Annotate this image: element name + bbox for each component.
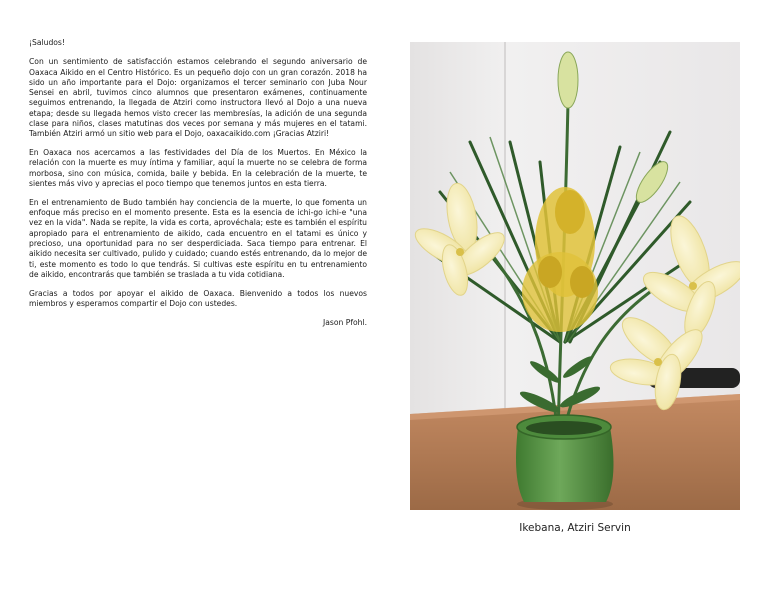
paragraph-thanks: Gracias a todos por apoyar el aikido de Oaxaca. Bienvenido a todos los nuevos miembros y esperamos compartir el Dojo con ustedes.	[29, 288, 367, 309]
paragraph-anniversary: Con un sentimiento de satisfacción estamos celebrando el segundo aniversario de Oaxaca Aikido en el Centro Histórico. Es un pequeño dojo con un gran corazón. 2018 ha sido un año importante para el Dojo: organizamos el tercer seminario con Juba Nour Sensei en abril, tuvimos cinco alumnos que presentaron exámenes, continuamente seguimos entrenando, la llegada de Atziri como instructora llevó al Dojo a una nueva etapa; desde su llegada hemos visto crecer las membresías, la adición de una segunda clase para niños, clases matutinas dos veces por semana y más mujeres en el tatami. También Atziri armó un sitio web para el Dojo, oaxacaikido.com ¡Gracias Atziri!	[29, 57, 367, 139]
greeting: ¡Saludos!	[29, 38, 65, 47]
ikebana-illustration	[410, 42, 740, 510]
photo-caption: Ikebana, Atziri Servin	[519, 522, 631, 534]
paragraph-budo: En el entrenamiento de Budo también hay conciencia de la muerte, lo que fomenta un enfoque más preciso en el momento presente. Esta es la esencia de ichi-go ichi-e "una vez en la vida". Nada se repite, la vida es corta, aprovéchala; este es también el espíritu apropiado para el entrenamiento de aikido, cada encuentro en el tatami es único y precioso, una oportunidad para no ser desperdiciada. Saca tiempo para entrenar. El aikido necesita ser cultivado, pulido y cuidado; cuando estés entrenando, da lo mejor de ti, este momento es todo lo que tendrás. Si cultivas este espíritu en tu entrenamiento de aikido, encontrarás que también se traslada a tu vida cotidiana.	[29, 197, 367, 279]
letter-text	[29, 38, 367, 337]
paragraph-dia-de-muertos: En Oaxaca nos acercamos a las festividades del Día de los Muertos. En México la relación con la muerte es muy íntima y familiar, aquí la muerte no se celebra de forma morbosa, sino con música, comida, baile y bebida. En la celebración de la muerte, te sientes más vivo y aprecias el poco tiempo que tenemos juntos en esta tierra.	[29, 148, 367, 189]
vase	[516, 415, 613, 510]
signature: Jason Pfohl.	[323, 317, 367, 327]
ikebana-photo	[410, 42, 740, 510]
